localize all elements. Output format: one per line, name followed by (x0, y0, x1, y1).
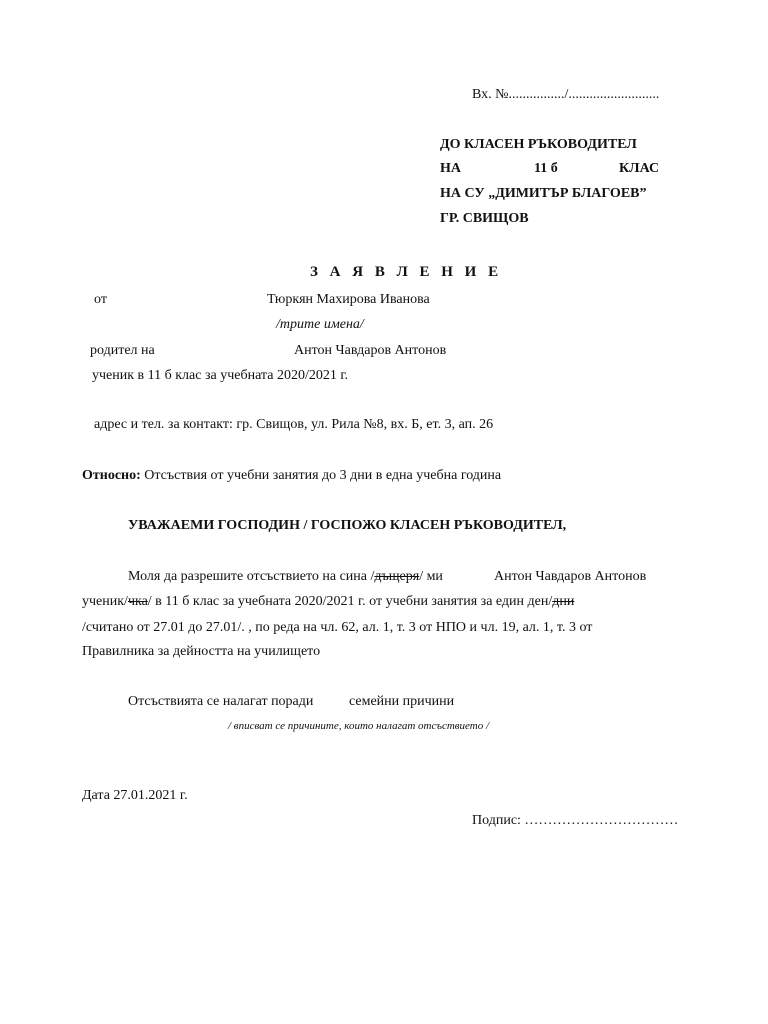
address-line: адрес и тел. за контакт: гр. Свищов, ул. Рила №8, вх. Б, ет. 3, ап. 26 (94, 417, 494, 432)
registration-number: Вх. №................/.......................... (472, 87, 660, 102)
body-l2-middle: / в 11 б клас за учебната 2020/2021 г. от учебни занятия за един ден/ (147, 594, 553, 609)
body-line-2 (82, 593, 574, 611)
reasons-value: семейни причини (349, 694, 455, 709)
addressee-klas: КЛАС (619, 161, 660, 176)
student-line: ученик в 11 б клас за учебната 2020/2021 г. (92, 368, 348, 383)
struck-days: дни (552, 594, 575, 609)
signature-line: Подпис: …………………………… (472, 813, 679, 828)
subject-line (82, 467, 501, 485)
from-label: от (94, 292, 107, 307)
body-l2-text: ученик/ (82, 594, 128, 609)
document-title: З А Я В Л Е Н И Е (310, 264, 503, 280)
subject-label: Относно: (82, 468, 141, 483)
addressee-na: НА (440, 161, 461, 176)
struck-daughter: дъщеря (374, 569, 420, 584)
addressee-city: ГР. СВИЩОВ (440, 211, 529, 226)
applicant-name: Тюркян Махирова Иванова (267, 292, 430, 307)
struck-female-suffix: чка (127, 594, 148, 609)
parent-label: родител на (90, 343, 155, 358)
body-child-name: Антон Чавдаров Антонов (494, 569, 647, 584)
date-line: Дата 27.01.2021 г. (82, 788, 188, 803)
addressee-line-1: ДО КЛАСЕН РЪКОВОДИТЕЛ (440, 137, 637, 152)
body-line-4: Правилника за дейността на училището (82, 644, 321, 659)
body-line-3: /считано от 27.01 до 27.01/. , по реда на чл. 62, ал. 1, т. 3 от НПО и чл. 19, ал. 1, т. 3 от (82, 620, 593, 635)
child-name: Антон Чавдаров Антонов (294, 343, 447, 358)
addressee-school: НА СУ „ДИМИТЪР БЛАГОЕВ” (440, 186, 647, 201)
names-hint: /трите имена/ (276, 317, 364, 332)
body-l1-suffix: / ми (419, 569, 443, 584)
reasons-label: Отсъствията се налагат поради (128, 694, 314, 709)
reasons-hint: / вписват се причините, които налагат отсъствието / (228, 720, 490, 732)
salutation: УВАЖАЕМИ ГОСПОДИН / ГОСПОЖО КЛАСЕН РЪКОВОДИТЕЛ, (128, 518, 567, 533)
subject-text: Отсъствия от учебни занятия до 3 дни в една учебна година (144, 468, 502, 483)
addressee-class: 11 б (534, 161, 558, 176)
body-l1-text: Моля да разрешите отсъствието на сина / (128, 569, 375, 584)
body-line-1 (128, 568, 443, 586)
